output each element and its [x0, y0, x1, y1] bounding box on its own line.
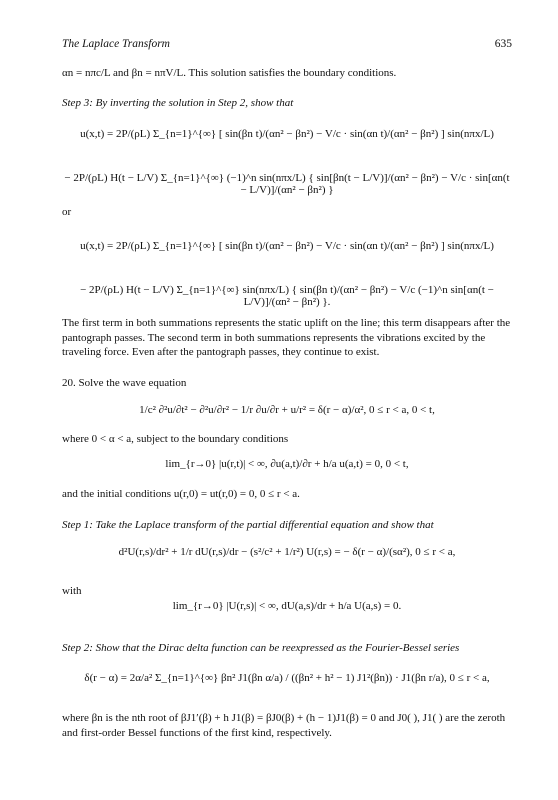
paragraph-explanation: The first term in both summations represents the static uplift on the line; this term disappears after the pantograph passes. The second term in both summations represents the vibrations excited by the traveling force. Even after the pantograph passes, they continue to exist.	[62, 317, 511, 358]
with-text: with	[62, 585, 82, 597]
or-text: or	[62, 206, 72, 218]
ode-equation: d²U(r,s)/dr² + 1/r dU(r,s)/dr − (s²/c² + 1/r²) U(r,s) = − δ(r − α)/(sα²), 0 ≤ r < a,	[118, 546, 456, 558]
page-header	[62, 38, 512, 50]
running-title: The Laplace Transform	[62, 38, 170, 50]
page-number: 635	[494, 38, 512, 50]
boundary-conditions: lim_{r→0} |u(r,t)| < ∞, ∂u(a,t)/∂r + h/a u(a,t) = 0, 0 < t,	[165, 458, 409, 470]
where-text: where 0 < α < a, subject to the boundary conditions	[62, 433, 289, 445]
problem-20-heading: 20. Solve the wave equation	[62, 377, 187, 389]
step1-text: Step 1: Take the Laplace transform of the partial differential equation and show that	[62, 519, 434, 531]
initial-conditions: and the initial conditions u(r,0) = ut(r,0) = 0, 0 ≤ r < a.	[62, 488, 300, 500]
equation-u1-part-b: − 2P/(ρL) H(t − L/V) Σ_{n=1}^{∞} (−1)^n sin(nπx/L) { sin[βn(t − L/V)]/(αn² − βn²) − V/c · sin[αn(t − L/V)]/(αn² − βn²) }	[64, 172, 510, 196]
transformed-boundary-conditions: lim_{r→0} |U(r,s)| < ∞, dU(a,s)/dr + h/a U(a,s) = 0.	[172, 600, 402, 612]
wave-equation: 1/c² ∂²u/∂t² − ∂²u/∂r² − 1/r ∂u/∂r + u/r² = δ(r − α)/α², 0 ≤ r < a, 0 < t,	[139, 404, 435, 416]
equation-u2-part-a: u(x,t) = 2P/(ρL) Σ_{n=1}^{∞} [ sin(βn t)/(αn² − βn²) − V/c · sin(αn t)/(αn² − βn²) ] sin(nπx/L)	[80, 240, 494, 252]
final-paragraph: where βn is the nth root of βJ1′(β) + h J1(β) = βJ0(β) + (h − 1)J1(β) = 0 and J0( ), J1( ) are the zeroth and first-order Bessel functions of the first kind, respectively.	[62, 712, 506, 739]
line1: αn = nπc/L and βn = nπV/L. This solution satisfies the boundary conditions.	[62, 67, 397, 79]
step2-text: Step 2: Show that the Dirac delta function can be reexpressed as the Fourier-Bessel series	[62, 642, 460, 654]
equation-u2-part-b: − 2P/(ρL) H(t − L/V) Σ_{n=1}^{∞} sin(nπx/L) { sin(βn t)/(αn² − βn²) − V/c (−1)^n sin[αn(t − L/V)]/(αn² − βn²) }.	[80, 284, 494, 308]
delta-expansion: δ(r − α) = 2α/a² Σ_{n=1}^{∞} βn² J1(βn α/a) / ((βn² + h² − 1) J1²(βn)) · J1(βn r/a), 0 ≤ r < a,	[84, 672, 490, 684]
step3-text: Step 3: By inverting the solution in Step 2, show that	[62, 97, 294, 109]
equation-u1-part-a: u(x,t) = 2P/(ρL) Σ_{n=1}^{∞} [ sin(βn t)/(αn² − βn²) − V/c · sin(αn t)/(αn² − βn²) ] sin(nπx/L)	[80, 128, 494, 140]
